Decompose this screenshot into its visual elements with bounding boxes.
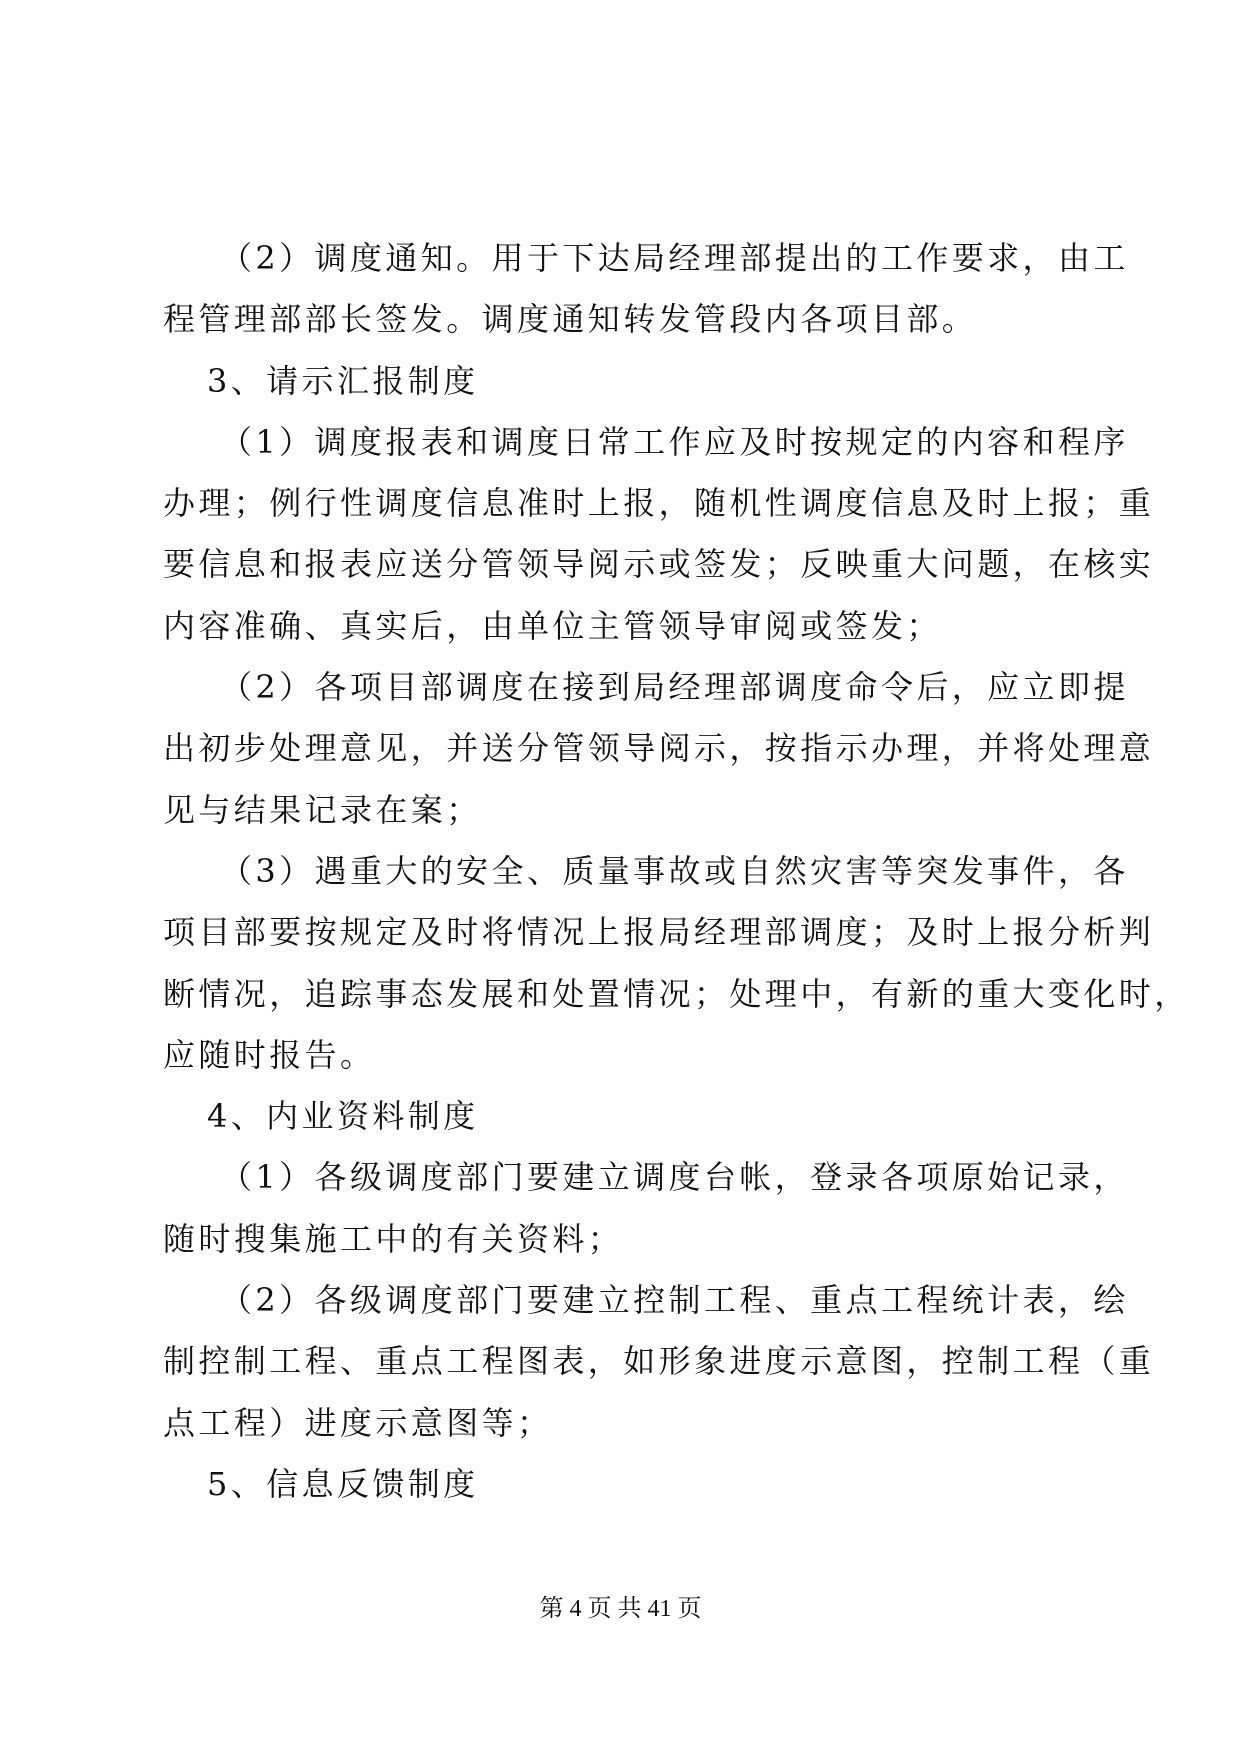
paragraph-line: 项目部要按规定及时将情况上报局经理部调度；及时上报分析判: [163, 913, 1155, 952]
paragraph-line: 见与结果记录在案；: [163, 790, 482, 829]
paragraph-line: （2）各项目部调度在接到局经理部调度命令后，应立即提: [220, 668, 1129, 707]
paragraph-line: 随时搜集施工中的有关资料；: [163, 1219, 624, 1258]
page-number-footer: 第 4 页 共 41 页: [539, 1596, 702, 1622]
paragraph-line: （2）各级调度部门要建立控制工程、重点工程统计表，绘: [220, 1281, 1129, 1320]
paragraph-line: （2）调度通知。用于下达局经理部提出的工作要求，由工: [220, 239, 1129, 277]
paragraph-line: 程管理部部长签发。调度通知转发管段内各项目部。: [163, 300, 978, 339]
paragraph-line: 制控制工程、重点工程图表，如形象进度示意图，控制工程（重: [163, 1342, 1155, 1381]
paragraph-line: （1）各级调度部门要建立调度台帐，登录各项原始记录，: [220, 1158, 1129, 1197]
paragraph-line: 内容准确、真实后，由单位主管领导审阅或签发；: [163, 606, 942, 645]
section-heading: 3、请示汇报制度: [207, 361, 479, 400]
paragraph-line: 出初步处理意见，并送分管领导阅示，按指示办理，并将处理意: [163, 729, 1155, 768]
paragraph-line: 办理；例行性调度信息准时上报，随机性调度信息及时上报；重: [163, 484, 1155, 523]
section-heading: 4、内业资料制度: [207, 1097, 479, 1136]
document-body: [163, 228, 1190, 1515]
paragraph-line: 断情况，追踪事态发展和处置情况；处理中，有新的重大变化时，: [163, 974, 1190, 1013]
paragraph-line: （3）遇重大的安全、质量事故或自然灾害等突发事件，各: [220, 851, 1129, 890]
paragraph-line: 应随时报告。: [163, 1035, 376, 1074]
paragraph-line: 点工程）进度示意图等；: [163, 1403, 553, 1442]
section-heading: 5、信息反馈制度: [207, 1464, 479, 1503]
paragraph-line: 要信息和报表应送分管领导阅示或签发；反映重大问题，在核实: [163, 545, 1155, 584]
paragraph-line: （1）调度报表和调度日常工作应及时按规定的内容和程序: [220, 422, 1129, 461]
